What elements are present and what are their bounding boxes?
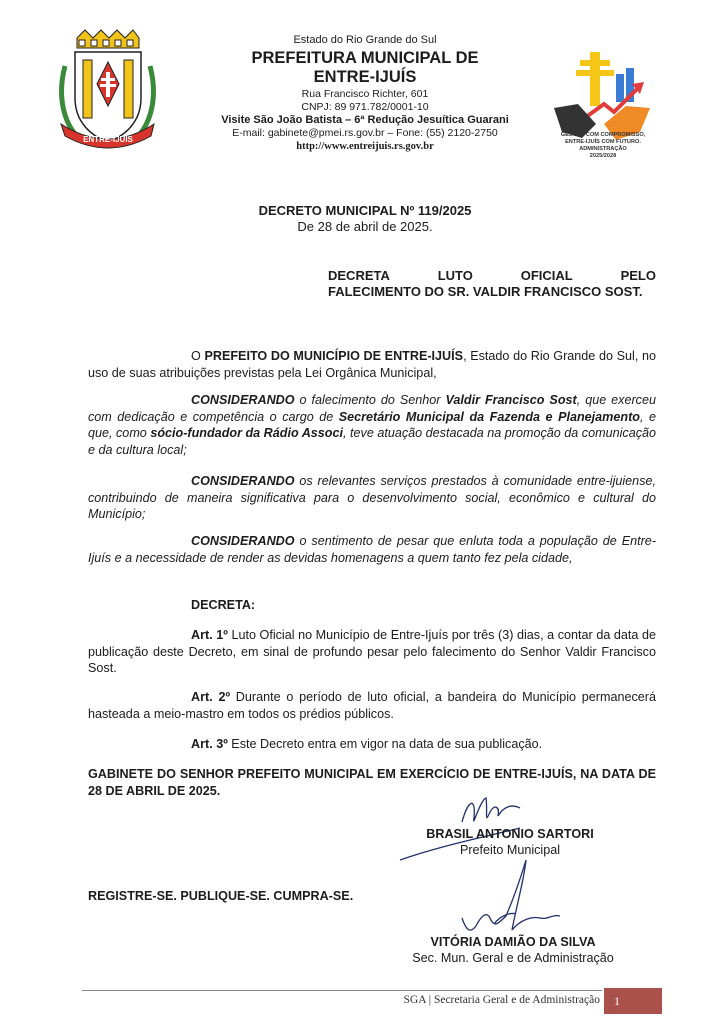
municipal-crest-logo	[55, 26, 160, 158]
address: Rua Francisco Richter, 601	[301, 88, 429, 100]
signature-secretary	[462, 860, 560, 930]
mayor-name: BRASIL ANTONIO SARTORI	[426, 827, 594, 841]
article-2: Art. 2º Durante o período de luto oficial, a bandeira do Município permanecerá hasteada a meio-mastro em todos os prédios públicos.	[88, 690, 656, 721]
footer-text: SGA | Secretaria Geral e de Administração	[403, 994, 600, 1006]
state-name: Estado do Rio Grande do Sul	[293, 34, 437, 46]
decree-number: 119/2025	[417, 203, 472, 218]
crest-crown	[77, 30, 139, 48]
decree-heading	[200, 203, 530, 235]
preamble-paragraph: O PREFEITO DO MUNICÍPIO DE ENTRE-IJUÍS, Estado do Rio Grande do Sul, no uso de suas atribuições previstas pela Lei Orgânica Municipal,	[88, 349, 656, 380]
decree-summary: DECRETA LUTO OFICIAL PELO FALECIMENTO DO SR. VALDIR FRANCISCO SOST.	[328, 268, 656, 299]
closing-statement: GABINETE DO SENHOR PREFEITO MUNICIPAL EM EXERCÍCIO DE ENTRE-IJUÍS, NA DATA DE 28 DE ABRIL DE 2025.	[88, 767, 656, 798]
crest-banner-text: ENTRE-IJUÍS	[83, 135, 133, 144]
considerando-paragraph-3: CONSIDERANDO o sentimento de pesar que enluta toda a população de Entre-Ijuís e a necessidade de render as devidas homenagens a quem tanto fez pela cidade,	[88, 534, 656, 565]
administration-slogan: GESTÃO COM COMPROMISSO, ENTRE-IJUÍS COM FUTURO. ADMINISTRAÇÃO 2025/2028	[560, 132, 646, 159]
page-number: 1	[604, 988, 662, 1014]
considerando-paragraph-2: CONSIDERANDO os relevantes serviços prestados à comunidade entre-ijuiense, contribuindo de maneira significativa para o desenvolvimento social, econômico e cultural do Município;	[88, 474, 656, 521]
municipality-title: PREFEITURA MUNICIPAL DE ENTRE-IJUÍS	[251, 49, 479, 86]
crest-column-left	[83, 60, 92, 118]
letterhead	[205, 34, 525, 153]
mayor-role: Prefeito Municipal	[459, 843, 561, 857]
considerando-paragraph-1: CONSIDERANDO o falecimento do Senhor Valdir Francisco Sost, que exerceu com dedicação e competência o cargo de Secretário Municipal da Fazenda e Planejamento, e que, como sócio-fundador da Rádio Associ, teve atuação destacada na promoção da comunicação e da cultura local;	[88, 393, 657, 457]
cnpj: CNPJ: 89 971.782/0001-10	[301, 101, 429, 113]
secretary-role: Sec. Mun. Geral e de Administração	[412, 951, 614, 965]
decree-prefix: DECRETO MUNICIPAL Nº	[258, 203, 418, 218]
register-statement: REGISTRE-SE. PUBLIQUE-SE. CUMPRA-SE.	[88, 889, 354, 903]
admin-logo-cross-icon	[576, 52, 614, 106]
decreta-label: DECRETA:	[191, 598, 256, 612]
article-3: Art. 3º Este Decreto entra em vigor na data de sua publicação.	[191, 737, 543, 751]
admin-logo-bar	[616, 74, 624, 102]
decree-date: De 28 de abril de 2025.	[297, 219, 433, 234]
website-link[interactable]: http://www.entreijuis.rs.gov.br	[296, 141, 434, 152]
article-1: Art. 1º Luto Oficial no Município de Entre-Ijuís por três (3) dias, a contar da data de publicação deste Decreto, em sinal de profundo pesar pelo falecimento do Senhor Valdir Francisco Sost.	[88, 628, 657, 675]
signature-block-secretary	[378, 934, 648, 966]
footer-rule	[82, 990, 602, 991]
visit-note: Visite São João Batista – 6ª Redução Jesuítica Guarani	[221, 114, 509, 126]
contact-line: E-mail: gabinete@pmei.rs.gov.br – Fone: (55) 2120-2750	[232, 127, 498, 139]
secretary-name: VITÓRIA DAMIÃO DA SILVA	[430, 935, 596, 949]
crest-column-right	[124, 60, 133, 118]
signature-block-mayor	[405, 826, 615, 858]
